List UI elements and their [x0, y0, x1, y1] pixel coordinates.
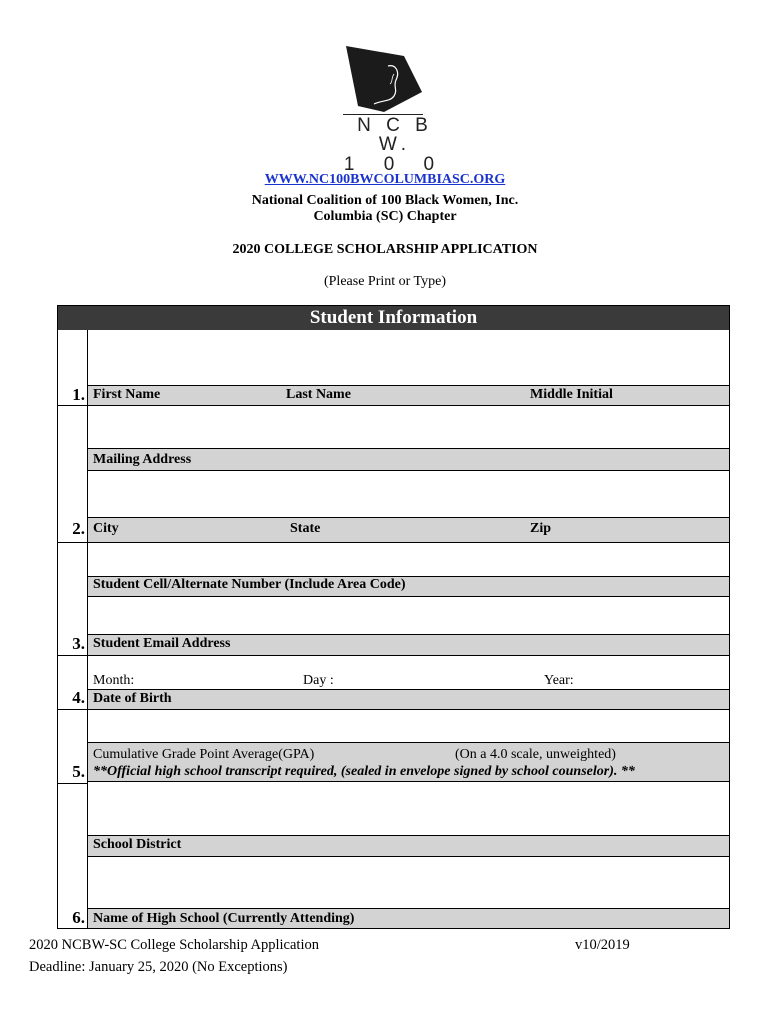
city-label: City — [93, 521, 119, 536]
last-name-label: Last Name — [286, 387, 351, 402]
logo-letters: N C B W. — [357, 115, 433, 155]
mailing-address-label: Mailing Address — [93, 452, 192, 467]
instruction-text: (Please Print or Type) — [323, 274, 446, 289]
first-name-label: First Name — [93, 387, 161, 402]
cell-number-label: Student Cell/Alternate Number (Include Area Code) — [93, 577, 406, 592]
gpa-scale-label: (On a 4.0 scale, unweighted) — [455, 747, 616, 762]
row-divider — [87, 781, 729, 782]
number-divider — [58, 542, 87, 543]
row-divider — [87, 596, 729, 597]
school-district-label: School District — [93, 837, 182, 852]
chapter-name: Columbia (SC) Chapter — [313, 209, 457, 224]
number-divider — [58, 783, 87, 784]
transcript-note: **Official high school transcript required, (sealed in envelope signed by school counselor). ** — [93, 764, 635, 779]
label-band — [88, 690, 729, 709]
zip-label: Zip — [530, 521, 552, 536]
row-divider — [87, 542, 729, 543]
section-title: Student Information — [58, 306, 729, 330]
month-label: Month: — [93, 673, 135, 688]
footer-deadline: Deadline: January 25, 2020 (No Exceptions) — [29, 959, 288, 975]
row-divider — [87, 405, 729, 406]
email-label: Student Email Address — [93, 636, 231, 651]
state-label: State — [290, 521, 321, 536]
ncbw-logo-icon — [344, 44, 426, 114]
row-divider — [87, 655, 729, 656]
row-divider — [87, 856, 729, 857]
number-divider — [58, 709, 87, 710]
item-number-6: 6. — [72, 908, 85, 927]
high-school-label: Name of High School (Currently Attending) — [93, 911, 355, 926]
website-link-row — [0, 170, 770, 188]
row-divider — [87, 709, 729, 710]
middle-initial-label: Middle Initial — [530, 387, 613, 402]
item-number-5: 5. — [72, 762, 85, 781]
number-divider — [58, 405, 87, 406]
website-link[interactable]: WWW.NC100BWCOLUMBIASC.ORG — [264, 172, 506, 187]
row-divider — [87, 470, 729, 471]
student-information-table — [57, 305, 730, 929]
item-number-1: 1. — [72, 385, 85, 404]
day-label: Day : — [303, 673, 334, 688]
footer-version: v10/2019 — [575, 937, 630, 953]
label-band — [88, 386, 729, 405]
number-divider — [58, 655, 87, 656]
item-number-2: 2. — [72, 519, 85, 538]
gpa-label: Cumulative Grade Point Average(GPA) — [93, 747, 315, 762]
date-of-birth-label: Date of Birth — [93, 691, 172, 706]
label-band — [88, 836, 729, 856]
org-name: National Coalition of 100 Black Women, Inc. — [251, 193, 519, 208]
item-number-4: 4. — [72, 688, 85, 707]
logo-number: 1 0 0 — [343, 154, 447, 175]
item-number-3: 3. — [72, 634, 85, 653]
logo-text — [340, 116, 450, 174]
form-title: 2020 COLLEGE SCHOLARSHIP APPLICATION — [232, 242, 538, 257]
year-label: Year: — [544, 673, 574, 688]
label-band — [88, 518, 729, 542]
footer-title: 2020 NCBW-SC College Scholarship Application — [29, 937, 319, 953]
